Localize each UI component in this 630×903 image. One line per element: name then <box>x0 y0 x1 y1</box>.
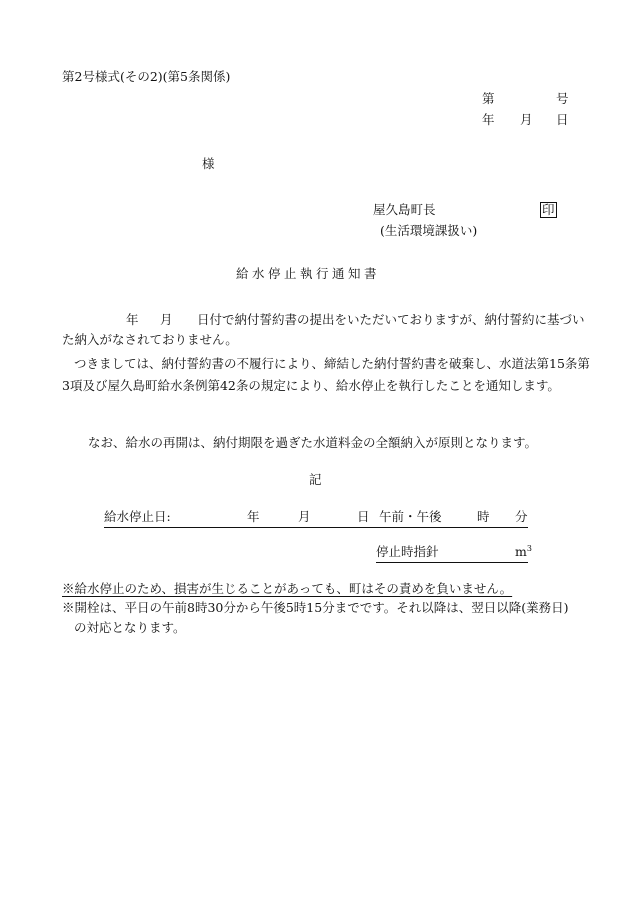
doc-no-dai: 第 <box>482 91 495 106</box>
para2-line1: つきましては、納付誓約書の不履行により、締結した納付誓約書を破棄し、水道法第15条第 <box>74 356 590 371</box>
issuer-title: 屋久島町長 <box>373 202 436 217</box>
para1-line1: 日付で納付誓約書の提出をいただいておりますが、納付誓約に基づい <box>197 312 585 327</box>
meter-unit <box>515 546 532 559</box>
stop-date-year: 年 <box>247 509 260 524</box>
date-day: 日 <box>556 112 569 127</box>
stop-date-minute: 分 <box>515 509 528 524</box>
note-2-line2: の対応となります。 <box>74 620 186 635</box>
form-number: 第2号様式(その2)(第5条関係) <box>62 69 231 84</box>
stop-date-ampm: 午前・午後 <box>379 509 442 524</box>
para2-line2: 3項及び屋久島町給水条例第42条の規定により、給水停止を執行したことを通知します。 <box>62 378 560 393</box>
seal-text: 印 <box>542 202 555 217</box>
para1-month: 月 <box>160 312 173 327</box>
meter-underline <box>376 562 528 563</box>
para1-year: 年 <box>126 312 139 327</box>
note-1: ※給水停止のため、損害が生じることがあっても、町はその責めを負いません。 <box>62 581 513 596</box>
date-year: 年 <box>482 112 495 127</box>
addressee-sama: 様 <box>202 156 215 171</box>
date-month: 月 <box>520 112 533 127</box>
stop-date-day: 日 <box>357 509 370 524</box>
para3: なお、給水の再開は、納付期限を過ぎた水道料金の全額納入が原則となります。 <box>88 435 538 450</box>
stop-date-label: 給水停止日: <box>104 509 171 524</box>
meter-label: 停止時指針 <box>376 544 439 559</box>
issuer-dept: (生活環境課扱い) <box>380 223 478 238</box>
stop-date-hour: 時 <box>477 509 490 524</box>
stop-date-underline <box>104 527 528 528</box>
document-title: 給水停止執行通知書 <box>236 266 381 281</box>
note-2-line1: ※開栓は、平日の午前8時30分から午後5時15分までです。それ以降は、翌日以降(業務日) <box>62 600 569 615</box>
meter-unit-sup: 3 <box>526 544 532 553</box>
doc-no-go: 号 <box>556 91 569 106</box>
ki-heading: 記 <box>309 472 322 487</box>
para1-line2: た納入がなされておりません。 <box>62 332 238 347</box>
meter-unit-base: m <box>515 544 527 559</box>
seal-mark <box>540 202 557 218</box>
stop-date-month: 月 <box>298 509 311 524</box>
